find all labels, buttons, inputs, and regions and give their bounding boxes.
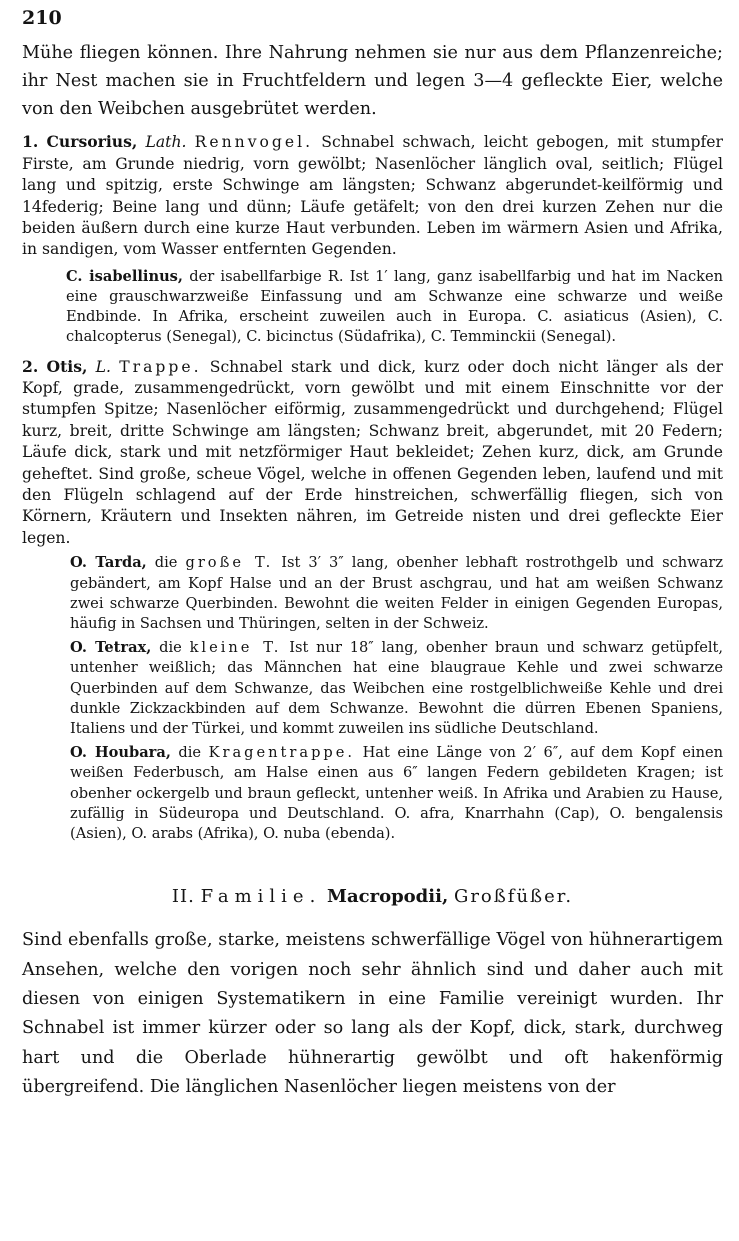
genus-german-name: Trappe. — [119, 357, 202, 376]
species-latin-name: C. isabellinus, — [66, 267, 183, 285]
species-description: Ist 3′ 3″ lang, obenher lebhaft rostrothgelb und schwarz gebändert, am Kopf Halse und an der Brust aschgrau, und hat am weißen Schwanz zwei schwarze Querbinden. Bewohnt die weiten Felder in einigen Gegenden Europas, häufig in Sachsen und Thüringen, selten in der Schweiz. — [70, 554, 724, 632]
family-german-name: Großfüßer. — [453, 886, 574, 908]
genus-entry-otis — [22, 356, 723, 550]
species-entry-tarda — [70, 553, 723, 634]
genus-german-name: Rennvogel. — [194, 133, 314, 152]
genus-latin-name: Cursorius, — [46, 132, 138, 152]
genus-description: Schnabel stark und dick, kurz oder doch nicht länger als der Kopf, grade, zusammengedrückt, vorn gewölbt und mit einem Einschnitte vor der stumpfen Spitze; Nasenlöcher eiförmig, zusammengedrückt und durchgehend; Flügel kurz, breit, dritte Schwinge am längsten; Schwanz breit, abgerundet, mit 20 Federn; Läufe dick, stark und mit netzförmiger Haut bekleidet; Zehen kurz, dick, am Grunde geheftet. Sind große, scheue Vögel, welche in offenen Gegenden leben, laufend und mit den Flügeln schlagend auf der Erde hinstreichen, schwerfällig fliegen, sich von Körnern, Kräutern und Insekten nähren, im Getreide nisten und drei gefleckte Eier legen. — [22, 357, 723, 547]
genus-author: L. — [95, 357, 111, 376]
page-number: 210 — [22, 7, 62, 29]
species-latin-name: O. Tetrax, — [70, 639, 152, 657]
species-common-name: Kragentrappe. — [208, 744, 356, 762]
species-entry-houbara — [70, 743, 723, 844]
species-common-prefix: die — [154, 554, 178, 572]
family-label: Familie. — [200, 886, 322, 908]
family-latin-name: Macropodii, — [327, 886, 449, 908]
family-description: Sind ebenfalls große, starke, meistens schwerfällige Vögel von hühnerartigem Ansehen, welche den vorigen noch sehr ähnlich sind und daher auch mit diesen von einigen Systematikern in eine Familie vereinigt wurden. Ihr Schnabel ist immer kürzer oder so lang als der Kopf, dick, stark, durchweg hart und die Oberlade hühnerartig gewölbt und oft hakenförmig übergreifend. Die länglichen Nasenlöcher liegen meistens von der — [22, 930, 723, 1098]
species-description: der isabellfarbige R. Ist 1′ lang, ganz isabellfarbig und hat im Nacken eine grauschwarzweiße Einfassung und am Schwanze eine schwarze und weiße Endbinde. In Afrika, erscheint zuweilen auch in Europa. C. asiaticus (Asien), C. chalcopterus (Senegal), C. bicinctus (Südafrika), C. Temminckii (Senegal). — [66, 267, 724, 346]
species-latin-name: O. Tarda, — [70, 554, 147, 572]
species-common-prefix: die — [159, 639, 182, 657]
species-common-prefix: die — [178, 744, 202, 762]
genus-number: 2. — [22, 356, 39, 376]
species-entry-isabellinus — [66, 267, 723, 348]
species-description: Hat eine Länge von 2′ 6″, auf dem Kopf einen weißen Federbusch, am Halse einen aus 6″ langen Federn gebildeten Kragen; ist obenher ockergelb und braun gefleckt, untenher weiß. In Afrika und Arabien zu Hause, zufällig in Südeuropa und Deutschland. O. afra, Knarrhahn (Cap), O. bengalensis (Asien), O. arabs (Afrika), O. nuba (ebenda). — [70, 744, 724, 842]
genus-number: 1. — [22, 132, 39, 152]
genus-author: Lath. — [145, 133, 187, 152]
species-common-name: große T. — [185, 554, 274, 572]
species-entry-tetrax — [70, 638, 723, 739]
intro-paragraph: Mühe fliegen können. Ihre Nahrung nehmen sie nur aus dem Pflanzenreiche; ihr Nest machen sie in Fruchtfeldern und legen 3—4 gefleckte Eier, welche von den Weibchen ausgebrütet werden. — [22, 43, 723, 119]
genus-description: Schnabel schwach, leicht gebogen, mit stumpfer Firste, am Grunde niedrig, vorn gewölbt; Nasenlöcher länglich oval, seitlich; Flügel lang und spitzig, erste Schwinge am längsten; Schwanz abgerundet-keilförmig und 14federig; Beine lang und dünn; Läufe getäfelt; von den drei kurzen Zehen nur die beiden äußern durch eine kurze Haut verbunden. Leben im wärmern Asien und Afrika, in sandigen, vom Wasser entfernten Gegenden. — [22, 133, 723, 259]
genus-entry-cursorius — [22, 131, 723, 260]
species-description: Ist nur 18″ lang, obenher braun und schwarz getüpfelt, untenher weißlich; das Männchen hat eine blaugraue Kehle und zwei schwarze Querbinden auf dem Schwanze, das Weibchen eine rostgelblichweiße Kehle und drei dunkle Zickzackbinden auf dem Schwanze. Bewohnt die dürren Ebenen Spaniens, Italiens und der Türkei, und kommt zuweilen ins südliche Deutschland. — [70, 639, 724, 737]
family-heading — [22, 884, 723, 910]
family-number: II. — [171, 886, 195, 908]
species-common-name: kleine T. — [189, 639, 282, 657]
genus-latin-name: Otis, — [46, 356, 88, 376]
species-latin-name: O. Houbara, — [70, 744, 171, 762]
